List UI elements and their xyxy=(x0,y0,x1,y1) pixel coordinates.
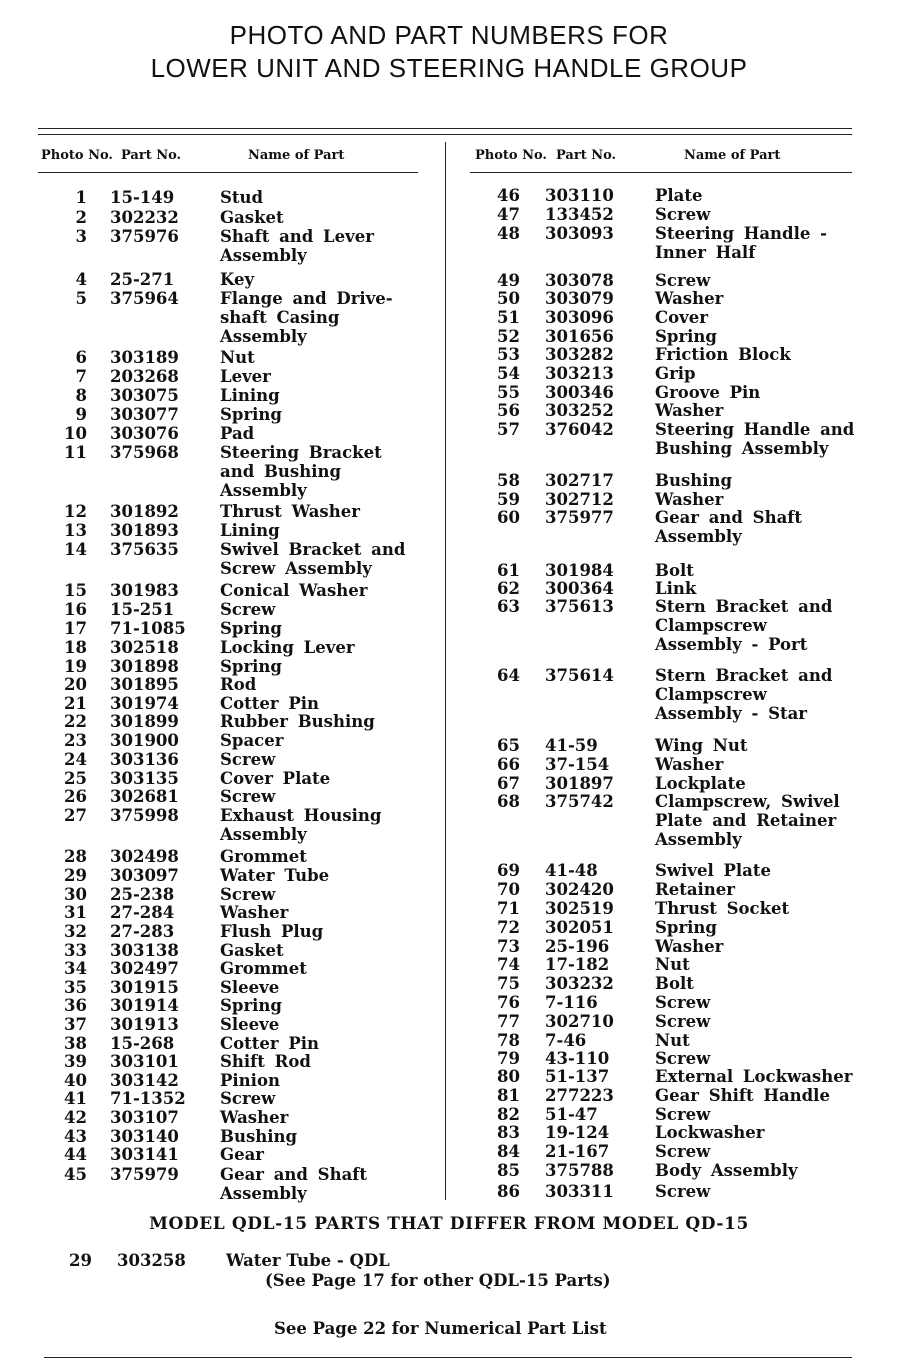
part-number: 301892 xyxy=(110,502,179,521)
part-number: 25-196 xyxy=(545,937,610,956)
part-number: 302518 xyxy=(110,638,179,657)
part-number: 303141 xyxy=(110,1145,179,1164)
part-name: Grip xyxy=(655,364,696,383)
part-name: Assembly xyxy=(220,327,307,346)
part-name: Screw xyxy=(220,885,276,904)
part-number: 303077 xyxy=(110,405,179,424)
photo-number: 34 xyxy=(64,959,87,978)
part-name: Screw xyxy=(220,1089,276,1108)
photo-number: 48 xyxy=(497,224,520,243)
photo-number: 69 xyxy=(497,861,520,880)
part-number: 303110 xyxy=(545,186,614,205)
part-number: 303078 xyxy=(545,271,614,290)
part-name: Bolt xyxy=(655,974,694,993)
part-name: Water Tube xyxy=(220,866,330,885)
part-number: 375976 xyxy=(110,227,179,246)
photo-number: 81 xyxy=(497,1086,520,1105)
part-name: Nut xyxy=(220,348,255,367)
model-differences-heading: MODEL QDL-15 PARTS THAT DIFFER FROM MODEL QD-15 xyxy=(149,1214,749,1234)
photo-number: 5 xyxy=(75,289,87,308)
part-number: 375968 xyxy=(110,443,179,462)
part-number: 17-182 xyxy=(545,955,610,974)
part-name: Gasket xyxy=(220,941,284,960)
part-name: Conical Washer xyxy=(220,581,368,600)
part-number: 301915 xyxy=(110,978,179,997)
part-number: 303189 xyxy=(110,348,179,367)
part-name: Assembly xyxy=(655,527,742,546)
part-name: Groove Pin xyxy=(655,383,761,402)
part-number: 71-1085 xyxy=(110,619,186,638)
part-name: Lever xyxy=(220,367,271,386)
photo-number: 41 xyxy=(64,1089,87,1108)
part-number: 302051 xyxy=(545,918,614,937)
part-name: Stern Bracket and xyxy=(655,597,833,616)
part-number: 133452 xyxy=(545,205,614,224)
footer-note: (See Page 17 for other QDL-15 Parts) xyxy=(265,1271,611,1290)
part-name: Wing Nut xyxy=(655,736,748,755)
photo-number: 62 xyxy=(497,579,520,598)
part-number: 302497 xyxy=(110,959,179,978)
part-number: 203268 xyxy=(110,367,179,386)
part-name: Cover xyxy=(655,308,708,327)
part-name: Shift Rod xyxy=(220,1052,311,1071)
part-number: 301913 xyxy=(110,1015,179,1034)
part-name: Screw xyxy=(655,1142,711,1161)
photo-number: 65 xyxy=(497,736,520,755)
part-number: 301983 xyxy=(110,581,179,600)
part-name: Washer xyxy=(655,401,724,420)
photo-number: 46 xyxy=(497,186,520,205)
photo-number: 71 xyxy=(497,899,520,918)
photo-number: 6 xyxy=(75,348,87,367)
part-name: Stern Bracket and xyxy=(655,666,833,685)
part-number: 7-46 xyxy=(545,1031,587,1050)
photo-number: 77 xyxy=(497,1012,520,1031)
part-number: 302717 xyxy=(545,471,614,490)
photo-number: 38 xyxy=(64,1034,87,1053)
part-number: 37-154 xyxy=(545,755,610,774)
photo-number: 14 xyxy=(64,540,87,559)
part-name: Screw xyxy=(655,1105,711,1124)
part-name: Spring xyxy=(655,327,717,346)
part-name: Pinion xyxy=(220,1071,280,1090)
photo-number: 42 xyxy=(64,1108,87,1127)
part-number: 375788 xyxy=(545,1161,614,1180)
part-number: 302712 xyxy=(545,490,614,509)
photo-number: 20 xyxy=(64,675,87,694)
photo-number: 63 xyxy=(497,597,520,616)
photo-number: 78 xyxy=(497,1031,520,1050)
photo-number: 32 xyxy=(64,922,87,941)
photo-number: 3 xyxy=(75,227,87,246)
photo-number: 82 xyxy=(497,1105,520,1124)
part-name: Body Assembly xyxy=(655,1161,798,1180)
part-name: Cover Plate xyxy=(220,769,331,788)
part-name: Friction Block xyxy=(655,345,791,364)
part-number: 27-284 xyxy=(110,903,175,922)
photo-number: 29 xyxy=(64,866,87,885)
part-number: 303097 xyxy=(110,866,179,885)
part-number: 303311 xyxy=(545,1182,614,1201)
part-name: Assembly xyxy=(220,481,307,500)
part-name: Washer xyxy=(220,903,289,922)
part-name: Assembly xyxy=(220,1184,307,1203)
photo-number: 24 xyxy=(64,750,87,769)
photo-number: 56 xyxy=(497,401,520,420)
part-name: Spring xyxy=(220,996,282,1015)
part-number: 71-1352 xyxy=(110,1089,186,1108)
part-name: Lining xyxy=(220,386,280,405)
part-number: 303093 xyxy=(545,224,614,243)
part-number: 301974 xyxy=(110,694,179,713)
right-header-part-no: Part No. xyxy=(556,148,617,163)
part-number: 301914 xyxy=(110,996,179,1015)
photo-number: 53 xyxy=(497,345,520,364)
photo-number: 10 xyxy=(64,424,87,443)
part-number: 300364 xyxy=(545,579,614,598)
left-header-photo-no: Photo No. xyxy=(41,148,113,163)
part-number: 303213 xyxy=(545,364,614,383)
part-name: Plate xyxy=(655,186,703,205)
part-name: Bushing xyxy=(655,471,733,490)
part-name: Assembly xyxy=(220,825,307,844)
numerical-list-reference: See Page 22 for Numerical Part List xyxy=(274,1319,607,1338)
photo-number: 37 xyxy=(64,1015,87,1034)
photo-number: 70 xyxy=(497,880,520,899)
photo-number: 15 xyxy=(64,581,87,600)
part-name: Screw xyxy=(655,993,711,1012)
photo-number: 68 xyxy=(497,792,520,811)
photo-number: 85 xyxy=(497,1161,520,1180)
photo-number: 39 xyxy=(64,1052,87,1071)
photo-number: 55 xyxy=(497,383,520,402)
footer-part-name: Water Tube - QDL xyxy=(226,1251,390,1270)
part-name: Gasket xyxy=(220,208,284,227)
bottom-rule xyxy=(44,1357,852,1358)
title-line-2: LOWER UNIT AND STEERING HANDLE GROUP xyxy=(150,53,748,83)
part-name: Assembly xyxy=(220,246,307,265)
photo-number: 49 xyxy=(497,271,520,290)
part-name: Plate and Retainer xyxy=(655,811,837,830)
part-number: 303135 xyxy=(110,769,179,788)
part-name: Screw xyxy=(220,787,276,806)
part-name: Gear and Shaft xyxy=(655,508,803,527)
photo-number: 51 xyxy=(497,308,520,327)
part-number: 303079 xyxy=(545,289,614,308)
photo-number: 47 xyxy=(497,205,520,224)
part-name: Thrust Washer xyxy=(220,502,360,521)
part-name: Sleeve xyxy=(220,978,280,997)
photo-number: 27 xyxy=(64,806,87,825)
part-number: 375998 xyxy=(110,806,179,825)
photo-number: 1 xyxy=(75,188,87,207)
part-name: Key xyxy=(220,270,255,289)
part-name: Spring xyxy=(220,657,282,676)
part-number: 302232 xyxy=(110,208,179,227)
photo-number: 64 xyxy=(497,666,520,685)
photo-number: 80 xyxy=(497,1067,520,1086)
part-name: Link xyxy=(655,579,697,598)
part-number: 303142 xyxy=(110,1071,179,1090)
part-name: Gear xyxy=(220,1145,264,1164)
photo-number: 57 xyxy=(497,420,520,439)
photo-number: 19 xyxy=(64,657,87,676)
part-number: 303101 xyxy=(110,1052,179,1071)
part-name: Swivel Bracket and xyxy=(220,540,406,559)
part-name: Clampscrew xyxy=(655,616,767,635)
part-name: Bushing Assembly xyxy=(655,439,829,458)
part-name: Screw Assembly xyxy=(220,559,372,578)
part-number: 303075 xyxy=(110,386,179,405)
part-name: Inner Half xyxy=(655,243,756,262)
photo-number: 40 xyxy=(64,1071,87,1090)
part-number: 19-124 xyxy=(545,1123,610,1142)
photo-number: 43 xyxy=(64,1127,87,1146)
part-number: 277223 xyxy=(545,1086,614,1105)
part-number: 301656 xyxy=(545,327,614,346)
part-name: Exhaust Housing xyxy=(220,806,382,825)
photo-number: 79 xyxy=(497,1049,520,1068)
photo-number: 16 xyxy=(64,600,87,619)
part-name: Cotter Pin xyxy=(220,1034,319,1053)
photo-number: 28 xyxy=(64,847,87,866)
part-name: Grommet xyxy=(220,959,307,978)
part-number: 41-48 xyxy=(545,861,598,880)
part-name: Bushing xyxy=(220,1127,298,1146)
part-name: Shaft and Lever xyxy=(220,227,374,246)
part-name: Sleeve xyxy=(220,1015,280,1034)
part-number: 375977 xyxy=(545,508,614,527)
part-number: 25-271 xyxy=(110,270,175,289)
part-name: Assembly - Port xyxy=(655,635,808,654)
part-number: 303107 xyxy=(110,1108,179,1127)
photo-number: 36 xyxy=(64,996,87,1015)
photo-number: 74 xyxy=(497,955,520,974)
left-header-rule xyxy=(38,172,418,173)
photo-number: 2 xyxy=(75,208,87,227)
right-header-rule xyxy=(470,172,852,173)
part-number: 375742 xyxy=(545,792,614,811)
photo-number: 21 xyxy=(64,694,87,713)
photo-number: 66 xyxy=(497,755,520,774)
part-number: 301899 xyxy=(110,712,179,731)
part-number: 302710 xyxy=(545,1012,614,1031)
part-name: Washer xyxy=(220,1108,289,1127)
part-number: 376042 xyxy=(545,420,614,439)
part-number: 375635 xyxy=(110,540,179,559)
part-name: Stud xyxy=(220,188,264,207)
part-number: 375979 xyxy=(110,1165,179,1184)
photo-number: 23 xyxy=(64,731,87,750)
part-number: 27-283 xyxy=(110,922,175,941)
part-number: 303136 xyxy=(110,750,179,769)
photo-number: 67 xyxy=(497,774,520,793)
photo-number: 18 xyxy=(64,638,87,657)
part-number: 7-116 xyxy=(545,993,598,1012)
part-name: Lockplate xyxy=(655,774,746,793)
photo-number: 72 xyxy=(497,918,520,937)
part-name: and Bushing xyxy=(220,462,341,481)
part-name: Steering Bracket xyxy=(220,443,382,462)
part-name: Spring xyxy=(220,405,282,424)
part-name: Gear and Shaft xyxy=(220,1165,368,1184)
footer-part-no: 303258 xyxy=(117,1251,186,1270)
part-name: Nut xyxy=(655,1031,690,1050)
photo-number: 54 xyxy=(497,364,520,383)
part-number: 375613 xyxy=(545,597,614,616)
part-number: 15-268 xyxy=(110,1034,175,1053)
part-number: 301897 xyxy=(545,774,614,793)
part-number: 303232 xyxy=(545,974,614,993)
photo-number: 35 xyxy=(64,978,87,997)
part-name: Steering Handle and xyxy=(655,420,855,439)
part-name: Assembly xyxy=(655,830,742,849)
part-name: Screw xyxy=(655,1182,711,1201)
part-name: Assembly - Star xyxy=(655,704,807,723)
part-number: 303076 xyxy=(110,424,179,443)
photo-number: 58 xyxy=(497,471,520,490)
part-number: 302498 xyxy=(110,847,179,866)
part-name: Washer xyxy=(655,755,724,774)
part-name: Washer xyxy=(655,937,724,956)
right-header-photo-no: Photo No. xyxy=(475,148,547,163)
part-number: 41-59 xyxy=(545,736,598,755)
part-number: 375964 xyxy=(110,289,179,308)
part-number: 301900 xyxy=(110,731,179,750)
photo-number: 76 xyxy=(497,993,520,1012)
part-number: 302519 xyxy=(545,899,614,918)
part-name: Grommet xyxy=(220,847,307,866)
part-name: Spacer xyxy=(220,731,284,750)
part-number: 375614 xyxy=(545,666,614,685)
part-name: External Lockwasher xyxy=(655,1067,853,1086)
part-number: 51-137 xyxy=(545,1067,610,1086)
part-number: 300346 xyxy=(545,383,614,402)
part-name: Screw xyxy=(655,205,711,224)
part-number: 301895 xyxy=(110,675,179,694)
photo-number: 73 xyxy=(497,937,520,956)
part-name: Screw xyxy=(655,271,711,290)
photo-number: 26 xyxy=(64,787,87,806)
photo-number: 33 xyxy=(64,941,87,960)
part-name: Spring xyxy=(655,918,717,937)
part-number: 302681 xyxy=(110,787,179,806)
part-name: Lockwasher xyxy=(655,1123,765,1142)
part-name: Flange and Drive- xyxy=(220,289,393,308)
part-name: Nut xyxy=(655,955,690,974)
photo-number: 60 xyxy=(497,508,520,527)
part-number: 301898 xyxy=(110,657,179,676)
part-name: Pad xyxy=(220,424,255,443)
photo-number: 61 xyxy=(497,561,520,580)
part-name: Flush Plug xyxy=(220,922,324,941)
photo-number: 9 xyxy=(75,405,87,424)
photo-number: 8 xyxy=(75,386,87,405)
part-name: Bolt xyxy=(655,561,694,580)
part-name: Washer xyxy=(655,490,724,509)
part-name: Screw xyxy=(220,750,276,769)
part-number: 301893 xyxy=(110,521,179,540)
part-name: Locking Lever xyxy=(220,638,355,657)
part-number: 303096 xyxy=(545,308,614,327)
photo-number: 59 xyxy=(497,490,520,509)
part-number: 25-238 xyxy=(110,885,175,904)
part-number: 303252 xyxy=(545,401,614,420)
part-number: 15-251 xyxy=(110,600,175,619)
part-number: 301984 xyxy=(545,561,614,580)
part-name: Thrust Socket xyxy=(655,899,790,918)
photo-number: 86 xyxy=(497,1182,520,1201)
part-name: Screw xyxy=(220,600,276,619)
part-name: Screw xyxy=(655,1012,711,1031)
part-number: 302420 xyxy=(545,880,614,899)
part-name: Clampscrew xyxy=(655,685,767,704)
part-name: Gear Shift Handle xyxy=(655,1086,830,1105)
top-rule-2 xyxy=(38,134,852,135)
title-line-1: PHOTO AND PART NUMBERS FOR xyxy=(229,20,669,50)
photo-number: 50 xyxy=(497,289,520,308)
photo-number: 22 xyxy=(64,712,87,731)
photo-number: 45 xyxy=(64,1165,87,1184)
photo-number: 7 xyxy=(75,367,87,386)
photo-number: 84 xyxy=(497,1142,520,1161)
part-number: 21-167 xyxy=(545,1142,610,1161)
part-name: Spring xyxy=(220,619,282,638)
part-name: Swivel Plate xyxy=(655,861,771,880)
part-name: Rubber Bushing xyxy=(220,712,375,731)
part-name: Washer xyxy=(655,289,724,308)
part-name: Screw xyxy=(655,1049,711,1068)
part-number: 303282 xyxy=(545,345,614,364)
photo-number: 25 xyxy=(64,769,87,788)
part-name: Clampscrew, Swivel xyxy=(655,792,840,811)
part-number: 51-47 xyxy=(545,1105,598,1124)
part-name: Rod xyxy=(220,675,257,694)
left-header-name: Name of Part xyxy=(248,148,345,163)
part-name: Steering Handle - xyxy=(655,224,827,243)
photo-number: 13 xyxy=(64,521,87,540)
photo-number: 30 xyxy=(64,885,87,904)
right-header-name: Name of Part xyxy=(684,148,781,163)
column-divider xyxy=(445,142,446,1200)
part-number: 43-110 xyxy=(545,1049,610,1068)
photo-number: 44 xyxy=(64,1145,87,1164)
photo-number: 17 xyxy=(64,619,87,638)
part-name: Cotter Pin xyxy=(220,694,319,713)
part-name: Lining xyxy=(220,521,280,540)
photo-number: 83 xyxy=(497,1123,520,1142)
photo-number: 75 xyxy=(497,974,520,993)
photo-number: 31 xyxy=(64,903,87,922)
part-number: 303140 xyxy=(110,1127,179,1146)
top-rule xyxy=(38,128,852,129)
part-name: shaft Casing xyxy=(220,308,340,327)
part-number: 303138 xyxy=(110,941,179,960)
part-name: Retainer xyxy=(655,880,735,899)
photo-number: 11 xyxy=(64,443,87,462)
footer-photo-no: 29 xyxy=(69,1251,92,1270)
photo-number: 4 xyxy=(75,270,87,289)
part-number: 15-149 xyxy=(110,188,175,207)
photo-number: 52 xyxy=(497,327,520,346)
photo-number: 12 xyxy=(64,502,87,521)
left-header-part-no: Part No. xyxy=(121,148,182,163)
